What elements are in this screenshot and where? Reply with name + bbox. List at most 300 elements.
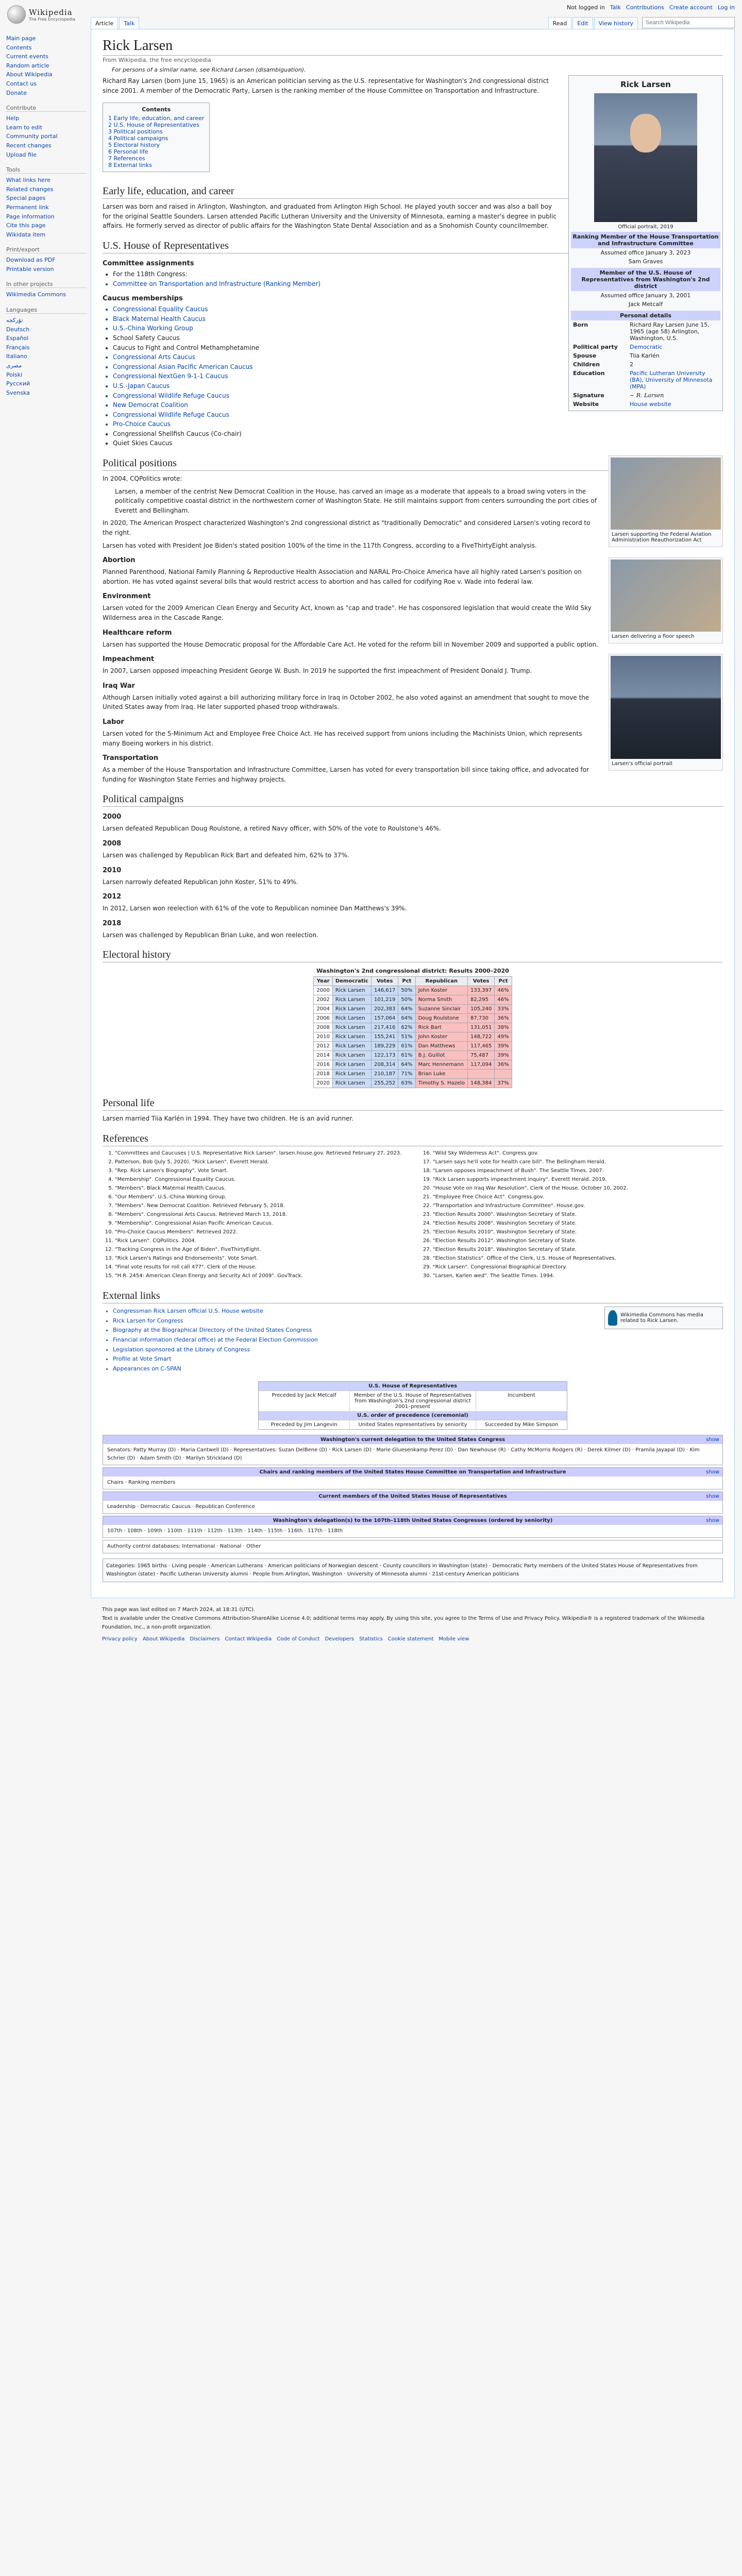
reference-item: 23. "Election Results 2000". Washington Secretary of State. [433,1211,723,1218]
list-item[interactable]: • Financial information (federal office) at the Federal Election Commission [113,1335,723,1345]
table-of-contents [103,103,210,172]
toc-item[interactable]: 3 Political positions [108,128,163,135]
list-item: • Caucus to Fight and Control Methamphetamine [113,343,723,353]
sidebar-item-wikidata[interactable]: Wikidata item [6,231,46,238]
toc-item[interactable]: 6 Personal life [108,148,148,156]
table-cell: Rick Larsen [332,995,371,1005]
toc-item[interactable]: 5 Electoral history [108,142,160,149]
page-footer [91,1598,742,1651]
table-cell: 202,383 [371,1005,398,1014]
personal-paragraph: Larsen married Tiia Karlén in 1994. They have two children. He is an avid runner. [103,1115,354,1123]
table-row [314,1023,512,1032]
table-cell: 46% [495,986,512,995]
table-cell: 2010 [314,1032,332,1042]
navbox [103,1435,723,1465]
site-name: Wikipedia [29,7,73,17]
table-row [314,1005,512,1014]
campaign-paragraph: In 2012, Larsen won reelection with 61% of the vote to Republican nominee Dan Matthews's 39%. [103,905,407,912]
table-row [314,1032,512,1042]
reference-item: 12. "Tracking Congress in the Age of Biden". FiveThirtyEight. [115,1246,405,1253]
table-cell: 38% [495,1023,512,1032]
table-cell: 117,465 [468,1042,495,1051]
early-paragraph: Larsen was born and raised in Arlington, Washington, and graduated from Arlington High School. He played youth soccer and was also a ball boy for the original Seattle Sounders. Larsen attended Pacific Lutheran University and the University of Minnesota, earning a master's degree in public affairs. He formerly served as director of public affairs for the Washington State Dental Association and as a Snohomish County councilmember. [103,203,556,230]
log-in-link[interactable]: Log in [717,4,735,11]
table-cell: 131,051 [468,1023,495,1032]
footer-link[interactable]: Cookie statement [387,1636,434,1642]
table-row [314,1051,512,1060]
thumb-image[interactable] [609,654,723,771]
table-header: Pct [495,977,512,986]
infobox-office-1: Ranking Member of the House Transportation and Infrastructure Committee [571,232,720,248]
list-item[interactable]: • Congressional Wildlife Refuge Caucus [113,391,723,401]
table-cell: 2016 [314,1060,332,1070]
thumb-image[interactable] [609,455,723,547]
table-cell: 75,487 [468,1051,495,1060]
sidebar-item-printable[interactable]: Printable version [6,265,54,273]
table-cell: 117,094 [468,1060,495,1070]
footer-links [102,1635,731,1643]
page-title: Rick Larsen [103,38,723,56]
sidebar-item-links-here[interactable]: What links here [6,177,50,184]
table-cell: Rick Larsen [332,1023,371,1032]
site-logo[interactable] [7,3,90,26]
list-item[interactable]: • Congressman Rick Larsen official U.S. House website [113,1307,723,1316]
table-cell: Rick Bart [415,1023,467,1032]
thumb-caption: Larsen's official portrait [612,761,673,767]
tab-edit[interactable]: Edit [572,17,593,29]
reference-item: 26. "Election Results 2012". Washington Secretary of State. [433,1237,723,1245]
infobox-portrait[interactable] [594,93,697,222]
table-cell: 189,229 [371,1042,398,1051]
sidebar-lang-item[interactable]: Svenska [6,389,30,396]
table-cell: 39% [495,1042,512,1051]
list-item[interactable]: • Appearances on C-SPAN [113,1364,723,1374]
abortion-paragraph: Planned Parenthood, National Family Planning & Reproductive Health Association and NARAL Pro-Choice America have all highly rated Larsen's position on abortion. He has voted against several bills that would restrict access to abortion and has called for codifying Roe v. Wade into federal law. [103,568,582,585]
sidebar-item-upload[interactable]: Upload file [6,151,37,158]
sidebar-item-cite[interactable]: Cite this page [6,222,46,229]
list-item: • Congressional Shellfish Caucus (Co-chair) [113,429,723,439]
table-cell: 87,730 [468,1014,495,1023]
transport-heading: Transportation [103,754,159,762]
table-header: Year [314,977,332,986]
sidebar-item-special[interactable]: Special pages [6,195,46,202]
sidebar-lang-item[interactable]: Français [6,344,30,351]
article-content [91,29,735,1598]
table-cell: 39% [495,1051,512,1060]
reference-item: 28. "Election Statistics". Office of the Clerk, U.S. House of Representatives. [433,1255,723,1262]
infobox-office-2: Member of the U.S. House of Representatives from Washington's 2nd district [571,268,720,291]
navbox-title: Washington's delegation(s) to the 107th–118th United States Congresses (ordered by seniority) show [103,1516,722,1525]
positions-paragraph: Larsen has voted with President Joe Biden's stated position 100% of the time in the 117th Congress, according to a FiveThirtyEight analysis. [103,541,537,549]
impeachment-heading: Impeachment [103,655,155,664]
license-text: Text is available under the Creative Commons Attribution-ShareAlike License 4.0; additional terms may apply. By using this site, you agree to the Terms of Use and Privacy Policy. Wikipedia® is a registered trademark of the Wikimedia Foundation, Inc., a non-profit organization. [102,1615,705,1630]
iraq-paragraph: Although Larsen initially voted against a bill authorizing military force in Iraq in October 2002, he also voted against an amendment that sought to move the United States away from Iraq. He later supported phased troop withdrawals. [103,693,589,711]
reference-item: 30. "Larsen, Karlen wed". The Seattle Times. 1994. [433,1272,723,1280]
committee-heading: Committee assignments [103,259,194,267]
thumb-caption: Larsen supporting the Federal Aviation Administration Reauthorization Act [612,532,712,544]
sidebar-item-random[interactable]: Random article [6,62,49,69]
succession-header: U.S. House of Representatives [259,1382,567,1391]
footer-link[interactable]: Disclaimers [190,1636,220,1642]
sidebar-print-title: Print/export [6,246,87,253]
reference-item: 24. "Election Results 2008". Washington Secretary of State. [433,1219,723,1227]
reference-item: 17. "Larsen says he'll vote for health care bill". The Bellingham Herald. [433,1158,723,1166]
navbox-toggle[interactable]: show [706,1436,719,1443]
sidebar-lang-item[interactable]: تۆرکجه [6,317,23,324]
table-cell [468,1070,495,1079]
not-logged-in: Not logged in [567,4,605,11]
table-cell: John Koster [415,986,467,995]
table-cell: 148,722 [468,1032,495,1042]
table-row [314,1079,512,1088]
succession-current: United States representatives by seniority [349,1420,476,1429]
personal-tools [567,4,735,11]
table-row [314,1014,512,1023]
abortion-heading: Abortion [103,556,136,565]
table-cell: 62% [398,1023,415,1032]
table-cell: Rick Larsen [332,986,371,995]
table-cell: 64% [398,1014,415,1023]
tab-talk[interactable]: Talk [119,17,139,29]
succession-prev: Preceded by Jim Langevin [271,1421,338,1428]
table-cell: 148,384 [468,1079,495,1088]
table-cell: 2004 [314,1005,332,1014]
section-electoral: Electoral history [103,949,723,962]
list-item[interactable]: • Pro-Choice Caucus [113,419,723,429]
reference-item: 27. "Election Results 2018". Washington Secretary of State. [433,1246,723,1253]
sidebar-lang-item[interactable]: مصرى [6,362,22,369]
transport-paragraph: As a member of the House Transportation and Infrastructure Committee, Larsen has voted for every transportation bill since taking office, and advocated for funding for Washington State Ferries and highway projects. [103,766,589,783]
sidebar-item-donate[interactable]: Donate [6,89,27,96]
list-item[interactable]: • Black Maternal Health Caucus [113,314,723,324]
reference-item: 1. "Committees and Caucuses | U.S. Representative Rick Larsen". larsen.house.gov. Retrieved February 27, 2023. [115,1149,405,1157]
thumb-photo [611,457,721,530]
create-account-link[interactable]: Create account [669,4,713,11]
navbox [103,1467,723,1489]
sidebar-item-pdf[interactable]: Download as PDF [6,257,56,264]
sidebar-lang-item[interactable]: Deutsch [6,326,30,333]
commons-icon [608,1310,617,1326]
list-item: • For the 118th Congress: [113,269,723,279]
table-cell: 37% [495,1079,512,1088]
table-cell: 2006 [314,1014,332,1023]
table-cell: 255,252 [371,1079,398,1088]
environment-paragraph: Larsen voted for the 2009 American Clean Energy and Security Act, known as "cap and trade". He has cosponsored legislation that would create the Wild Sky Wilderness area in the Cascade Range. [103,604,592,621]
infobox-row-party: Political party Democratic [573,344,663,350]
table-cell: 133,397 [468,986,495,995]
table-cell: 2020 [314,1079,332,1088]
table-row [314,986,512,995]
table-cell: 155,241 [371,1032,398,1042]
sidebar-tools-title: Tools [6,166,87,174]
table-cell: Doug Roulstone [415,1014,467,1023]
hatnote: For persons of a similar name, see Richard Larsen (disambiguation). [112,66,306,73]
infobox-personal-title: Personal details [571,311,720,320]
toc-item[interactable]: 8 External links [108,162,152,169]
positions-paragraph: In 2020, The American Prospect characterized Washington's 2nd congressional district as "traditionally Democratic" and considered Larsen's voting record to the right. [103,519,591,537]
reference-item: 7. "Members". New Democrat Coalition. Retrieved February 5, 2018. [115,1202,405,1210]
table-cell: Rick Larsen [332,1060,371,1070]
list-item[interactable]: • Congressional Equality Caucus [113,304,723,314]
toc-item[interactable]: 7 References [108,155,145,162]
thumb-image[interactable] [609,557,723,643]
sidebar-item-contents[interactable]: Contents [6,44,32,51]
sidebar-item-current-events[interactable]: Current events [6,53,48,60]
table-row [314,995,512,1005]
navbox-title: Chairs and ranking members of the United States House Committee on Transportation and Infrastructure show [103,1468,722,1477]
list-item[interactable]: • U.S.-Japan Caucus [113,381,723,391]
labor-paragraph: Larsen voted for the 5-Minimum Act and Employee Free Choice Act. He has received support from unions including the Machinists Union, which represents many Boeing workers in his district. [103,730,582,747]
campaign-paragraph: Larsen narrowly defeated Republican John Koster, 51% to 49%. [103,878,298,886]
toc-item[interactable]: 1 Early life, education, and career [108,115,205,122]
table-cell: Norma Smith [415,995,467,1005]
section-references: References [103,1133,723,1146]
list-item[interactable]: • Biography at the Biographical Directory of the United States Congress [113,1326,723,1335]
table-cell: 63% [398,1079,415,1088]
sidebar-item-recent[interactable]: Recent changes [6,142,52,149]
succession-next: Succeeded by Mike Simpson [484,1421,559,1428]
table-cell: 46% [495,995,512,1005]
table-cell: Rick Larsen [332,1014,371,1023]
list-item[interactable]: • Congressional Arts Caucus [113,352,723,362]
sidebar-lang-item[interactable]: Español [6,335,29,342]
reference-item: 9. "Membership". Congressional Asian Pacific American Caucus. [115,1219,405,1227]
list-item[interactable]: • Congressional Wildlife Refuge Caucus [113,410,723,420]
tab-article[interactable]: Article [91,17,118,29]
footer-link[interactable]: Privacy policy [102,1636,138,1642]
table-cell: Marc Hennemann [415,1060,467,1070]
table-cell: 2012 [314,1042,332,1051]
sidebar-projects-title: In other projects [6,281,87,288]
table-cell: 51% [398,1032,415,1042]
reference-item: 4. "Membership". Congressional Equality Caucus. [115,1176,405,1183]
infobox-assumed-2: Assumed office January 3, 2001 [600,292,691,299]
table-cell: Timothy S. Hazelo [415,1079,467,1088]
campaign-2012-heading: 2012 [103,893,122,901]
list-item[interactable]: • New Democrat Coalition [113,400,723,410]
authority-text: Authority control databases: International · National · Other [107,1543,261,1549]
iraq-heading: Iraq War [103,682,135,690]
footer-link[interactable]: About Wikipedia [142,1636,185,1642]
reference-item: 3. "Rep. Rick Larsen's Biography". Vote Smart. [115,1167,405,1175]
table-cell: 2014 [314,1051,332,1060]
table-cell [495,1070,512,1079]
sidebar-lang-item[interactable]: Русский [6,380,30,387]
section-external: External links [103,1290,723,1303]
table-cell: John Koster [415,1032,467,1042]
table-cell: 2002 [314,995,332,1005]
list-item[interactable]: • Committee on Transportation and Infrastructure (Ranking Member) [113,279,723,289]
navbox [103,1492,723,1514]
election-table-wrap [103,965,723,1088]
footer-link[interactable]: Statistics [359,1636,383,1642]
sidebar-main-nav [6,34,87,97]
table-cell: 36% [495,1014,512,1023]
commons-text: Wikimedia Commons has media related to Rick Larsen. [620,1312,703,1324]
table-cell: 49% [495,1032,512,1042]
reference-item: 2. Patterson, Bob (July 5, 2020). "Rick Larsen". Everett Herald. [115,1158,405,1166]
wikipedia-globe-icon [7,5,26,24]
succession-header: U.S. order of precedence (ceremonial) [259,1411,567,1420]
environment-heading: Environment [103,592,151,601]
table-row [314,1060,512,1070]
table-cell: 217,416 [371,1023,398,1032]
sidebar-item-about[interactable]: About Wikipedia [6,71,53,78]
table-cell: 61% [398,1051,415,1060]
lead-paragraph: Richard Ray Larsen (born June 15, 1965) is an American politician serving as the U.S. representative for Washington's 2nd congressional district since 2001. A member of the Democratic Party, Larsen is the ranking member of the House Committee on Transportation and Infrastructure. [103,77,549,94]
table-row [314,1070,512,1079]
navbox-body: Leadership · Democratic Caucus · Republican Conference [107,1503,255,1510]
reference-item: 5. "Members". Black Maternal Health Caucus. [115,1184,405,1192]
campaign-2018-heading: 2018 [103,919,122,927]
table-cell: Rick Larsen [332,1032,371,1042]
reference-item: 13. "Rick Larsen's Ratings and Endorsements". Vote Smart. [115,1255,405,1262]
table-header: Pct [398,977,415,986]
tab-read[interactable]: Read [548,17,572,29]
infobox-row-spouse: Spouse Tiia Karlén [573,352,660,359]
table-cell: 71% [398,1070,415,1079]
table-cell: 105,240 [468,1005,495,1014]
site-sub: From Wikipedia, the free encyclopedia [103,57,211,63]
list-item[interactable]: • Rick Larsen for Congress [113,1316,723,1326]
commons-box [604,1307,723,1329]
infobox-row-children: Children 2 [573,361,633,368]
list-item[interactable]: • Legislation sponsored at the Library of Congress [113,1345,723,1355]
table-header: Republican [415,977,467,986]
positions-quote: Larsen, a member of the centrist New Democrat Coalition in the House, has carved an image as a moderate that appeals to a broad swing voters in the politically competitive coastal district in the northwestern corner of Washington State. He still maintains support from centers surrounding the port cities of Everett and Bellingham. [115,487,597,514]
sidebar-lang-item[interactable]: Italiano [6,353,27,360]
list-item: • School Safety Caucus [113,333,723,343]
toc-title: Contents [142,106,171,113]
category-links[interactable]: Categories: 1965 births · Living people · American Lutherans · American politicians of Norwegian descent · County councillors in Washington (state) · Democratic Party members of the United States House of Representatives from Washington (state) · Pacific Lutheran University alumni · People from Arlington, Washington · University of Minnesota alumni · 21st-century American politicians [103,1558,723,1582]
infobox-row-website: Website House website [573,401,671,408]
sidebar-item-portal[interactable]: Community portal [6,133,58,140]
reference-item: 6. "Our Members". U.S.-China Working Group. [115,1193,405,1201]
table-cell: 122,173 [371,1051,398,1060]
table-cell: 208,314 [371,1060,398,1070]
reference-item: 15. "H.R. 2454: American Clean Energy and Security Act of 2009". GovTrack. [115,1272,405,1280]
positions-paragraph: In 2004, CQPolitics wrote: [103,475,182,483]
sidebar-languages-title: Languages [6,307,87,314]
labor-heading: Labor [103,718,124,726]
caucus-heading: Caucus memberships [103,295,183,303]
table-cell: 146,617 [371,986,398,995]
site-tagline: The Free Encyclopedia [29,16,75,22]
authority-control [103,1540,723,1553]
table-cell: 64% [398,1060,415,1070]
table-cell: 36% [495,1060,512,1070]
table-cell: 2000 [314,986,332,995]
toc-item[interactable]: 2 U.S. House of Representatives [108,122,199,129]
succession-current: Member of the U.S. House of Representatives from Washington's 2nd congressional district 2001–present [349,1391,476,1411]
toc-item[interactable]: 4 Political campaigns [108,135,168,142]
campaign-paragraph: Larsen was challenged by Republican Rick Bart and defeated him, 62% to 37%. [103,851,349,859]
sidebar-item-contact[interactable]: Contact us [6,80,37,87]
tab-history[interactable]: View history [594,17,638,29]
reference-item: 16. "Wild Sky Wilderness Act". Congress.gov. [433,1149,723,1157]
infobox-row-signature: Signature ~ R. Larsen [573,392,664,399]
reference-item: 8. "Members". Congressional Arts Caucus. Retrieved March 13, 2018. [115,1211,405,1218]
section-house: U.S. House of Representatives [103,240,723,253]
sidebar-contribute-title: Contribute [6,105,87,112]
footer-link[interactable]: Code of Conduct [277,1636,320,1642]
table-row [314,1042,512,1051]
talk-link[interactable]: Talk [610,4,621,11]
table-cell: Brian Luke [415,1070,467,1079]
campaign-paragraph: Larsen defeated Republican Doug Roulstone, a retired Navy officer, with 50% of the vote to Roulstone's 46%. [103,825,441,833]
sidebar [0,29,91,402]
infobox-row-education: Education Pacific Lutheran University (BA), University of Minnesota (MPA) [573,370,713,390]
contributions-link[interactable]: Contributions [626,4,664,11]
table-cell: 2018 [314,1070,332,1079]
reference-item: 21. "Employee Free Choice Act". Congress.gov. [433,1193,723,1201]
list-item[interactable]: • Congressional NextGen 9-1-1 Caucus [113,371,723,381]
reference-item: 11. "Rick Larsen". CQPolitics. 2004. [115,1237,405,1245]
navbox-toggle[interactable]: show [706,1517,719,1523]
infobox [568,75,723,411]
navbox-toggle[interactable]: show [706,1493,719,1499]
list-item[interactable]: • Profile at Vote Smart [113,1354,723,1364]
reference-item: 19. "Rick Larsen supports impeachment inquiry". Everett Herald. 2019. [433,1176,723,1183]
navbox-toggle[interactable]: show [706,1469,719,1475]
sidebar-item-main-page[interactable]: Main page [6,35,36,42]
infobox-caption: Official portrait, 2019 [618,224,673,230]
succession-box [258,1381,567,1430]
reference-item: 22. "Transportation and Infrastructure Committee". House.gov. [433,1202,723,1210]
footer-link[interactable]: Contact Wikipedia [225,1636,272,1642]
campaign-2010-heading: 2010 [103,866,122,874]
infobox-preceded-2: Jack Metcalf [628,301,663,308]
list-item[interactable]: • U.S.-China Working Group [113,324,723,333]
list-item[interactable]: • Congressional Asian Pacific American Caucus [113,362,723,372]
navbox-body: Senators: Patty Murray (D) · Maria Cantwell (D) · Representatives: Suzan DelBene (D) · Rick Larsen (D) · Marie Gluesenkamp Perez (D) · Dan Newhouse (R) · Cathy McMorris Rodgers (R) · Derek Kilmer (D) · Pramila Jayapal (D) · Kim Schrier (D) · Adam Smith (D) · Marilyn Strickland (D) [107,1447,700,1461]
search-input[interactable] [642,17,735,28]
sidebar-item-permalink[interactable]: Permanent link [6,204,49,211]
sidebar-item-learn[interactable]: Learn to edit [6,124,42,131]
footer-link[interactable]: Mobile view [439,1636,469,1642]
navbox [103,1516,723,1538]
references-list [103,1149,723,1281]
table-header: Votes [371,977,398,986]
table-cell: 50% [398,995,415,1005]
healthcare-heading: Healthcare reform [103,629,172,637]
table-cell: Rick Larsen [332,1070,371,1079]
site-header [0,0,742,29]
campaign-paragraph: Larsen was challenged by Republican Brian Luke, and won reelection. [103,931,318,939]
sidebar-item-help[interactable]: Help [6,115,20,122]
infobox-title: Rick Larsen [620,80,671,89]
impeachment-paragraph: In 2007, Larsen opposed impeaching President George W. Bush. In 2019 he supported the first impeachment of President Donald J. Trump. [103,667,532,675]
section-positions: Political positions [103,457,723,471]
thumb-photo [611,560,721,632]
sidebar-item-commons[interactable]: Wikimedia Commons [6,291,66,298]
table-cell: 50% [398,986,415,995]
navbox-body: 107th · 108th · 109th · 110th · 111th · 112th · 113th · 114th · 115th · 116th · 117th · 118th [107,1528,343,1534]
sidebar-lang-item[interactable]: Polski [6,371,23,378]
succession-next: Incumbent [508,1392,535,1398]
campaign-2008-heading: 2008 [103,839,122,848]
succession-prev: Preceded by Jack Metcalf [272,1392,336,1398]
sidebar-item-related[interactable]: Related changes [6,185,54,193]
navbox-body: Chairs · Ranking members [107,1479,176,1485]
sidebar-item-page-info[interactable]: Page information [6,213,55,220]
succession-row [259,1420,567,1429]
healthcare-paragraph: Larsen has supported the House Democratic proposal for the Affordable Care Act. He voted for the reform bill in November 2009 and supported a public option. [103,640,598,648]
reference-item: 10. "Pro-Choice Caucus Members". Retrieved 2022. [115,1228,405,1236]
footer-link[interactable]: Developers [325,1636,355,1642]
table-cell: Rick Larsen [332,1051,371,1060]
last-edited: This page was last edited on 7 March 2024, at 18:31 (UTC). [102,1606,256,1613]
